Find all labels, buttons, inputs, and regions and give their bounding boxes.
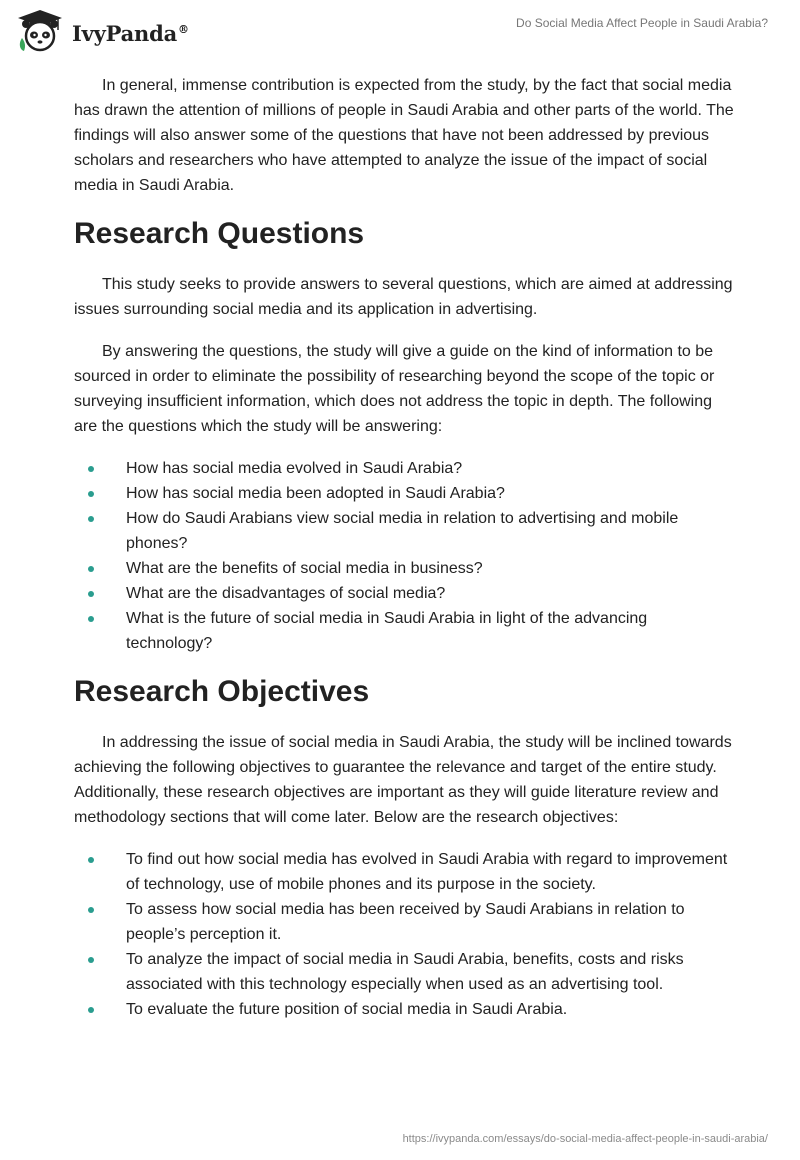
list-item: To find out how social media has evolved in Saudi Arabia with regard to improvement of technology, use of mobile phones and its purpose in the society. — [74, 847, 734, 897]
bullet-icon — [88, 907, 94, 913]
questions-paragraph-2: By answering the questions, the study will give a guide on the kind of information to be sourced in order to eliminate the possibility of researching beyond the scope of the topic or surveying insufficient information, which does not address the topic in depth. The following are the questions which the study will be answering: — [74, 343, 715, 435]
bullet-icon — [88, 491, 94, 497]
list-item: To analyze the impact of social media in Saudi Arabia, benefits, costs and risks associated with this technology especially when used as an advertising tool. — [74, 947, 734, 997]
research-objectives-heading: Research Objectives — [74, 675, 370, 708]
bullet-icon — [88, 616, 94, 622]
source-url[interactable]: https://ivypanda.com/essays/do-social-media-affect-people-in-saudi-arabia/ — [402, 1133, 768, 1145]
ivypanda-logo[interactable] — [14, 8, 189, 52]
list-item: How has social media evolved in Saudi Arabia? — [74, 456, 734, 481]
bullet-icon — [88, 466, 94, 472]
questions-paragraph-1: This study seeks to provide answers to several questions, which are aimed at addressing issues surrounding social media and its application in advertising. — [74, 276, 733, 318]
list-item: How has social media been adopted in Saudi Arabia? — [74, 481, 734, 506]
page-header — [0, 0, 800, 70]
bullet-icon — [88, 516, 94, 522]
panda-icon — [14, 8, 66, 52]
objectives-paragraph-1: In addressing the issue of social media in Saudi Arabia, the study will be inclined towards achieving the following objectives to guarantee the relevance and target of the entire study. Additionally, these research objectives are important as they will guide literature review and methodology sections that will come later. Below are the research objectives: — [74, 734, 732, 826]
list-item: What are the disadvantages of social media? — [74, 581, 734, 606]
list-item: What are the benefits of social media in business? — [74, 556, 734, 581]
logo-wordmark: IvyPanda® — [72, 20, 189, 46]
essay-content — [74, 70, 734, 1022]
list-item: To assess how social media has been received by Saudi Arabians in relation to people’s perception it. — [74, 897, 734, 947]
research-questions-heading: Research Questions — [74, 217, 365, 250]
list-item: What is the future of social media in Saudi Arabia in light of the advancing technology? — [74, 606, 734, 656]
research-questions-list — [74, 456, 734, 656]
bullet-icon — [88, 566, 94, 572]
bullet-icon — [88, 857, 94, 863]
list-item: How do Saudi Arabians view social media in relation to advertising and mobile phones? — [74, 506, 734, 556]
bullet-icon — [88, 1007, 94, 1013]
document-title: Do Social Media Affect People in Saudi Arabia? — [516, 16, 768, 30]
intro-paragraph: In general, immense contribution is expected from the study, by the fact that social media has drawn the attention of millions of people in Saudi Arabia and other parts of the world. The findings will also answer some of the questions that have not been addressed by previous scholars and researchers who have attempted to analyze the issue of the impact of social media in Saudi Arabia. — [74, 77, 734, 194]
research-objectives-list — [74, 847, 734, 1022]
bullet-icon — [88, 957, 94, 963]
list-item: To evaluate the future position of social media in Saudi Arabia. — [74, 997, 734, 1022]
bullet-icon — [88, 591, 94, 597]
